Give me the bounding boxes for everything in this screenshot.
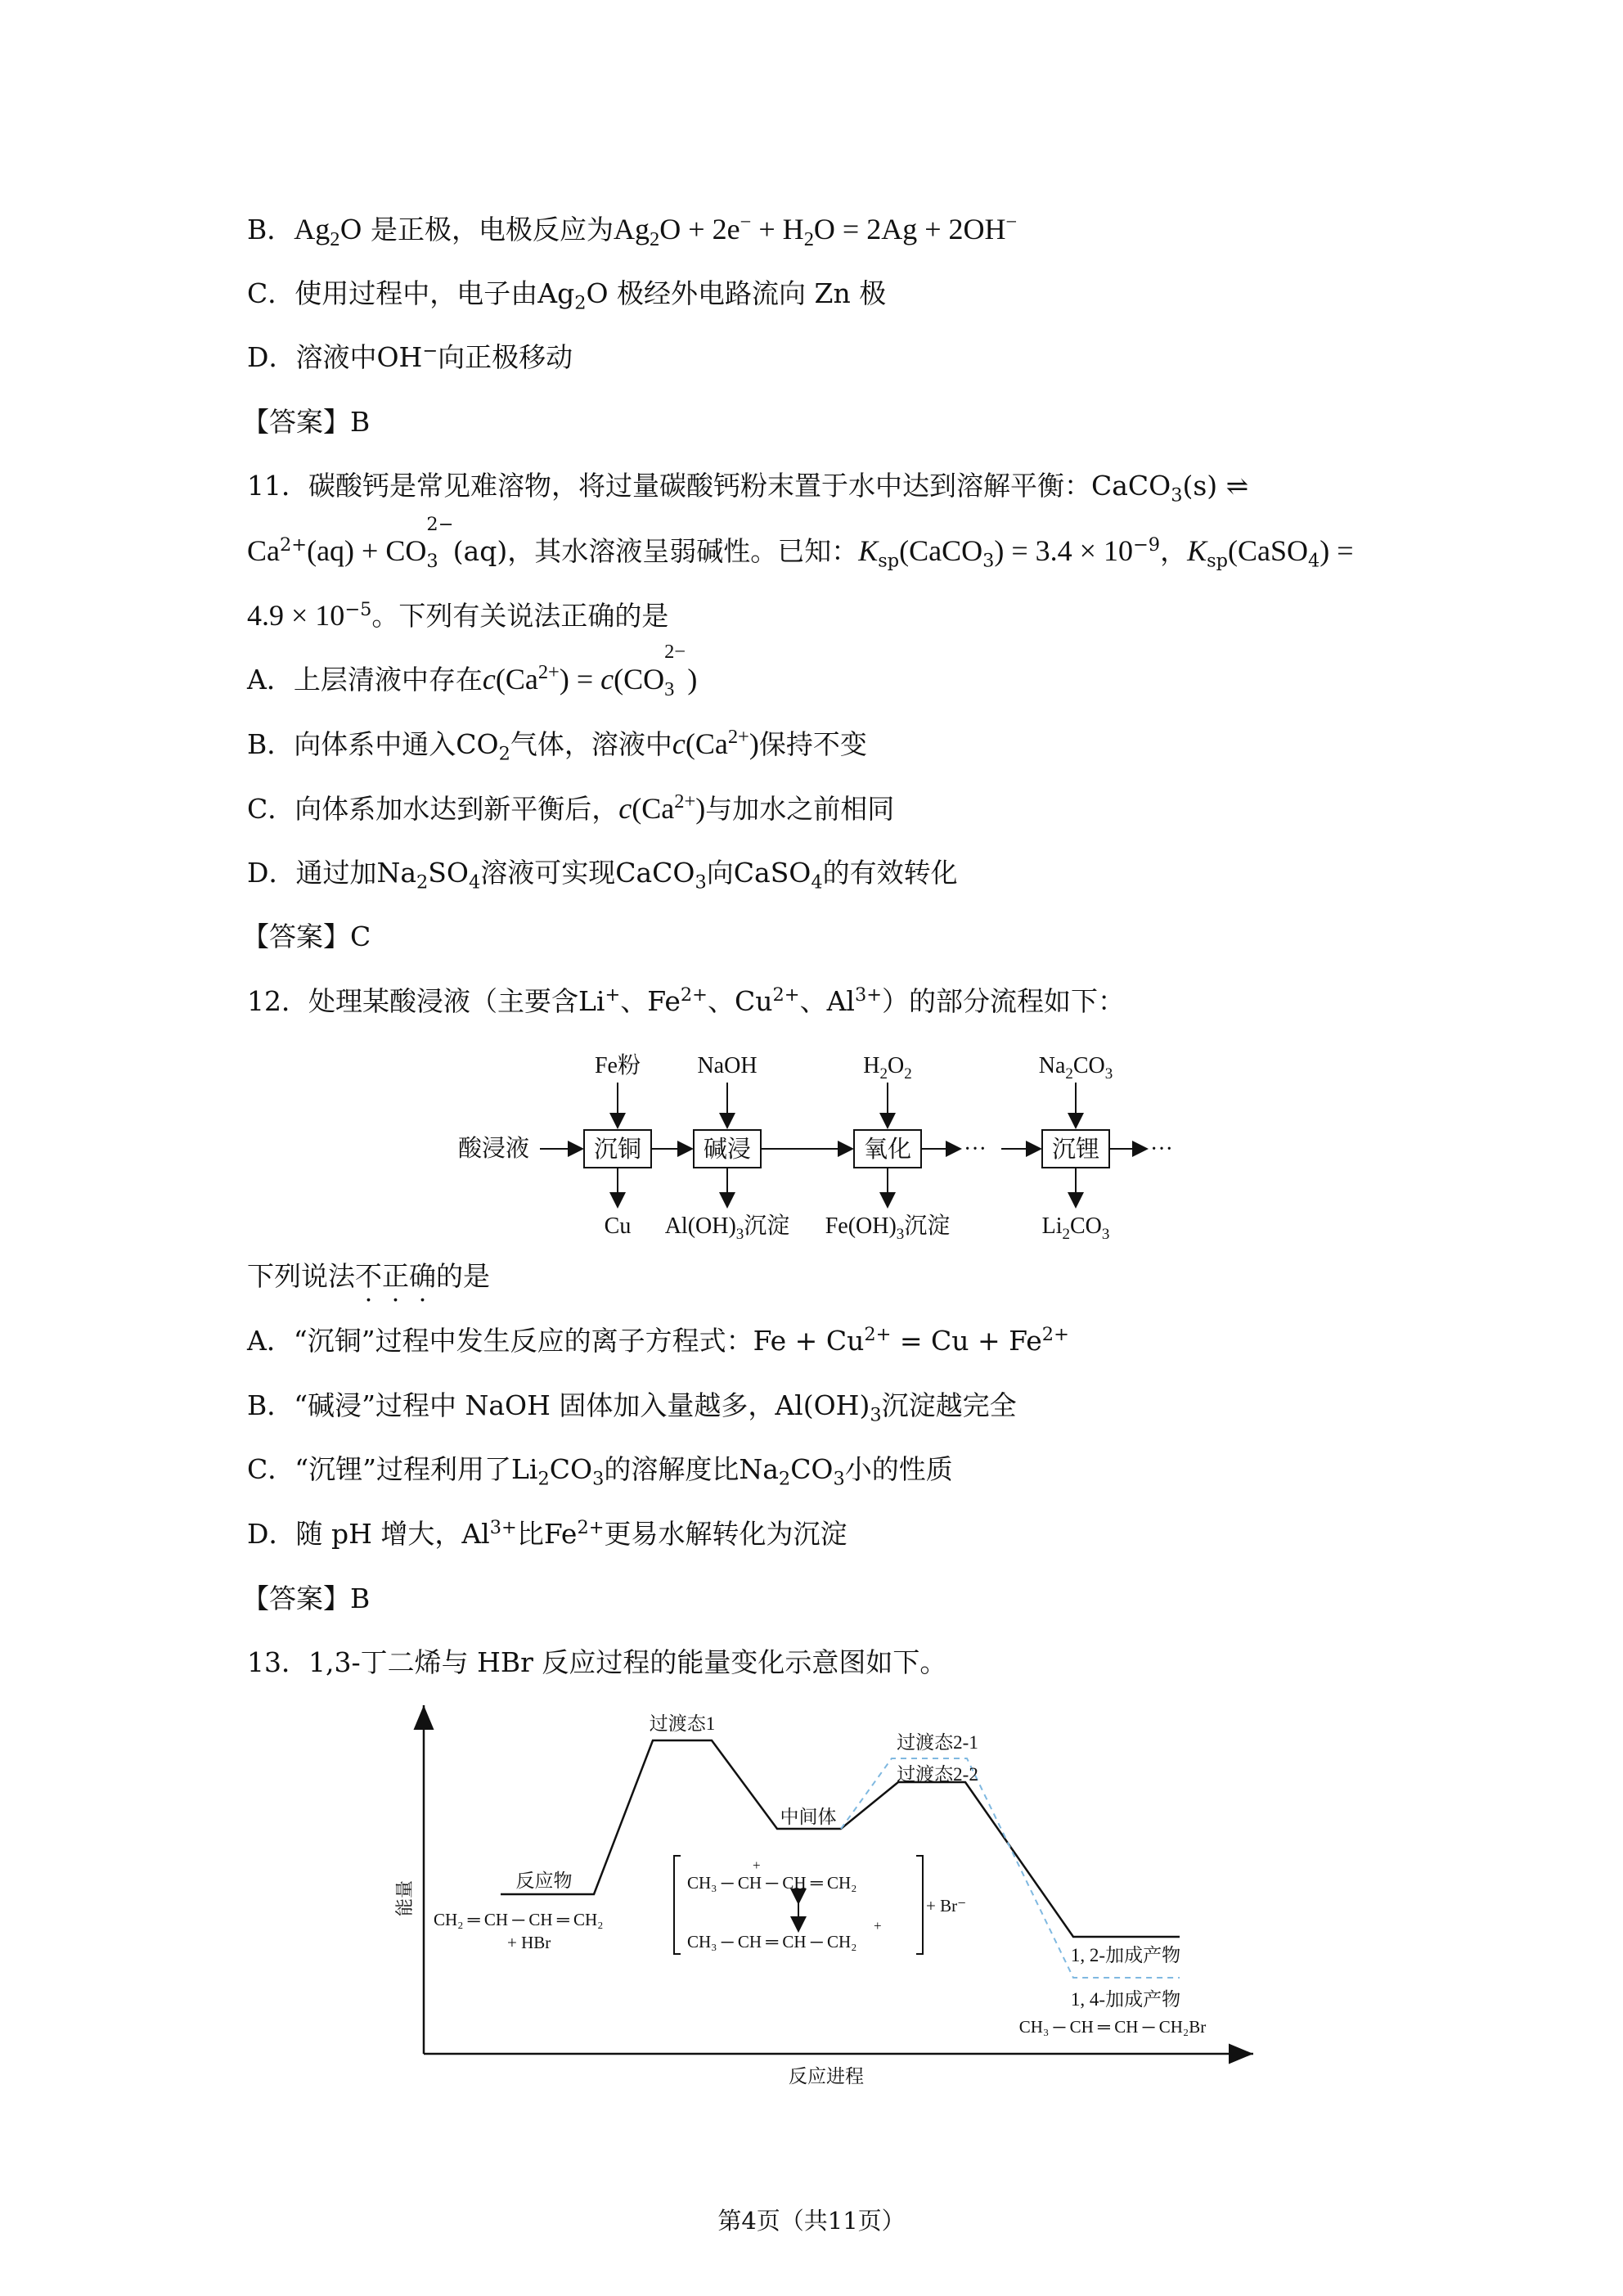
intermediate-label: 中间体 (780, 1807, 837, 1827)
q11-answer: 【答案】C (242, 921, 371, 952)
product-12-label: 1, 2-加成产物 (1070, 1945, 1181, 1965)
q13-stem: 13．1,3-丁二烯与 HBr 反应过程的能量变化示意图如下。 (247, 1646, 947, 1678)
reagent-naoh: NaOH (697, 1053, 758, 1078)
resonance-charge-2: + (874, 1918, 882, 1934)
flow-ellipsis-2: ··· (1150, 1137, 1173, 1162)
q11-option-b: B．向体系中通入$CO_2$气体，溶液中$c(Ca^{2+})$保持不变 (247, 726, 867, 765)
ts22-label: 过渡态2-2 (897, 1764, 978, 1785)
flow-box-copper-label: 沉铜 (593, 1137, 642, 1163)
reagent-na2co3: $Na_2CO_3$ (1038, 1053, 1113, 1083)
reagent-h2o2: $H_2O_2$ (863, 1053, 912, 1083)
reactant-label: 反应物 (515, 1871, 573, 1891)
q12-stem: 12．处理某酸浸液（主要含Li+、$Fe^{2+}$、$Cu^{2+}$、$Al^{3+}$）的部分流程如下： (247, 984, 1126, 1017)
product-li2co3: $Li_2CO_3$ (1041, 1213, 1110, 1240)
product-feoh3: $Fe(OH)_3$沉淀 (825, 1213, 951, 1240)
progress-axis-label: 反应进程 (789, 2066, 864, 2087)
q12-option-a: A．“沉铜”过程中发生反应的离子方程式：$Fe + Cu^{2+} = Cu + Fe^{2+}$ (247, 1324, 1069, 1357)
q12-option-d: D．随 pH 增大，$Al^{3+}$比$Fe^{2+}$更易水解转化为沉淀 (247, 1517, 847, 1550)
q11-option-c: C．向体系加水达到新平衡后，$c(Ca^{2+})$与加水之前相同 (247, 790, 895, 825)
ts1-label: 过渡态1 (649, 1713, 716, 1734)
q10-option-b: B．$Ag_2O$ 是正极，电极反应为$Ag_2O + 2e^- + H_2O = 2Ag + 2OH^-$ (247, 211, 1018, 251)
flow-box-oxidize-label: 氧化 (863, 1137, 912, 1163)
product-14-formula: CH₃ ─ CH ═ CH ─ CH₂Br (1018, 2017, 1207, 2037)
process-flowchart (458, 1043, 1227, 1240)
flow-input-label: 酸浸液 (458, 1136, 530, 1162)
q10-option-c: C．使用过程中，电子由$Ag_2O$ 极经外电路流向 Zn 极 (247, 277, 887, 314)
flow-ellipsis-1: ··· (964, 1137, 987, 1162)
q10-option-d: D．溶液中OH−向正极移动 (247, 340, 573, 373)
flow-box-alkali-label: 碱浸 (703, 1137, 752, 1163)
reactant-formula: CH₂ ═ CH ─ CH ═ CH₂ (434, 1910, 604, 1929)
reagent-fe: Fe粉 (594, 1053, 641, 1078)
resonance-structure-2: CH₃ ─ CH ═ CH ─ CH₂ (687, 1932, 857, 1952)
product-cu: Cu (604, 1213, 632, 1239)
q11-stem-line2: $Ca^{2+}(aq)$ + CO $_{2- 3}$ (aq)，其水溶液呈弱碱性。已知：$K_{sp}(CaCO_3) = 3.4 \times 10^{-9}$，$K_{sp}(CaSO_4)$ = (247, 513, 1354, 572)
energy-diagram (393, 1694, 1276, 2087)
resonance-charge-1: + (753, 1857, 761, 1873)
energy-axis-label: 能量 (394, 1880, 415, 1917)
q12-answer: 【答案】B (242, 1582, 371, 1614)
ts21-label: 过渡态2-1 (897, 1732, 978, 1753)
product-14-label: 1, 4-加成产物 (1070, 1989, 1181, 2010)
energy-profile-main (501, 1740, 1180, 1937)
q11-stem-line3: $4.9 \times 10^{-5}$。下列有关说法正确的是 (247, 599, 669, 632)
product-aloh3: $Al(OH)_3$沉淀 (664, 1213, 790, 1240)
flow-box-lithium-label: 沉锂 (1051, 1137, 1100, 1163)
q12-option-c: C．“沉锂”过程利用了$Li_2CO_3$的溶解度比$Na_2CO_3$小的性质 (247, 1453, 953, 1490)
q11-stem-line1: 11．碳酸钙是常见难溶物，将过量碳酸钙粉末置于水中达到溶解平衡：CaCO$_3$(s) ⇌ (247, 470, 1249, 506)
q12-question: 下列说法不正确的是 (247, 1260, 490, 1292)
q11-option-d: D．通过加$Na_2SO_4$溶液可实现CaCO$_3$向CaSO$_4$的有效转化 (247, 857, 958, 894)
reactant-hbr: + HBr (507, 1933, 551, 1952)
q10-answer: 【答案】B (242, 406, 371, 438)
page-footer: 第4页（共11页） (717, 2207, 906, 2235)
resonance-structure-1: CH₃ ─ CH ─ CH ═ CH₂ (687, 1873, 857, 1893)
q12-option-b: B．“碱浸”过程中 NaOH 固体加入量越多，$Al(OH)_3$沉淀越完全 (247, 1389, 1017, 1426)
bromide-ion: + Br⁻ (926, 1896, 967, 1916)
q11-option-a: A．上层清液中存在$c(Ca^{2+}) = c(CO$ $_{2- 3}$ ) (247, 641, 698, 701)
